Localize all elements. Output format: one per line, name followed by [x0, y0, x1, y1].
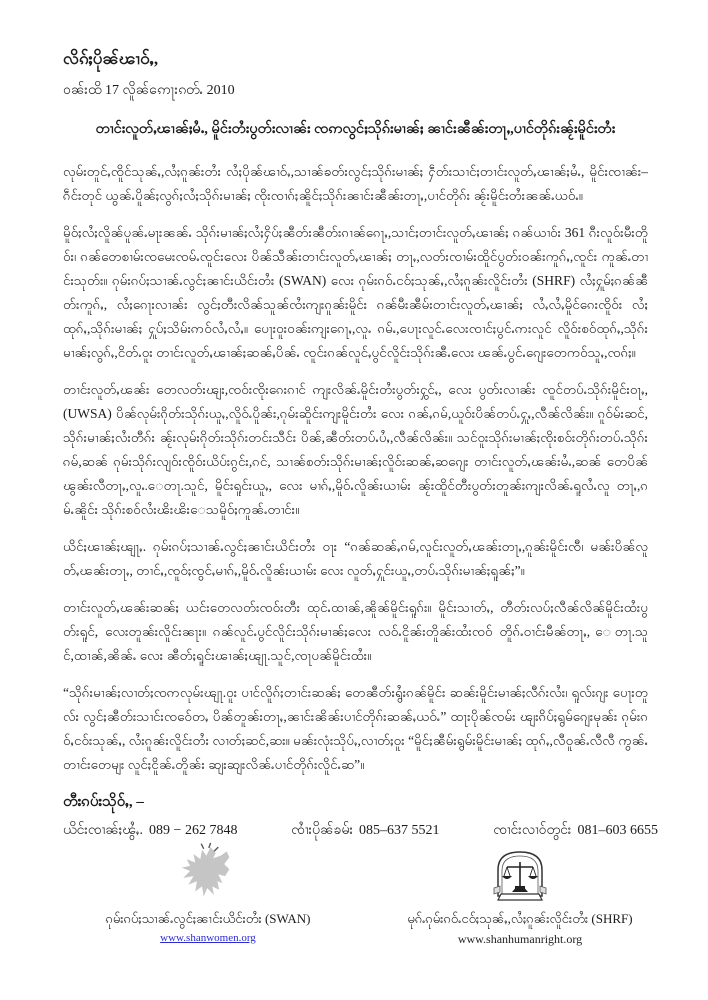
contact-phone: 085–637 5521 — [359, 823, 440, 838]
swan-website-link[interactable]: www.shanwomen.org — [160, 932, 256, 944]
footer-swan-column — [63, 842, 353, 948]
document-date: ဝၼ်းထိ 17 လိူၼ်ဢေႃးၵတ်ႉ 2010 — [63, 83, 235, 98]
shrf-org-name: မုၵ်ႉၵုမ်းၵဝ်ႉငဝ်ႈသုၼ်ႇ,လႆႈၵူၼ်းလိူင်းတႆး (SHRF) — [407, 911, 633, 926]
shan-state-map-icon — [63, 842, 353, 906]
body-paragraph-3: တၢင်းလူတ်ႇၽၼ်း တေလတ်းၽျး,ၸဝ်းၸိုးၵေးၵၢင် ဢျးလိၼ်ႉမိူင်းတႆးပွတ်းႁွင်ႇ, လေး ပွတ်းလၢၼ်း ၸူင်တပ်ႉသိုၵ်းမိူင်းဝႃႇ, (UWSA) ပိၼ်လုမ်းၵိုတ်းသိုၵ်းယူႇ,လိူဝ်ႉပိူၼ်း,ၵုမ်းဆိူင်းဢျးမိူင်းတႆး လေး ၵၼ်ႇၵမ်,ယူဝ်းပိၼ်တပ်ႉႁူႇ,လီၼ်လိၼ်း။ ၵူဝ်မ်းဆင်, သိုၵ်းမၢၼ်ႈလႆးတီၵ်း ၼႂ်းလုမ်းၵိုတ်းသိုၵ်းတင်းသီင်း ပိၼ်,ၼီတ်းတပ်ႉပႆႇ,လီၼ်လိၼ်း။ သင်ဝူးသိုၵ်းမၢၼ်ႈၸိုးစဝ်းတိုၵ်းတပ်ႉသိုၵ်း ၵမ်,ဆၼ် ၵုမ်းသိုၵ်းလျဝ်းၸိူဝ်းယိပ်းၵွင်း,ၵင်, သၢၼ်စတ်းသိုၵ်းမၢၼ်ႈလိူဝ်းဆၼ်ႇဆၵျေး တၢင်းလူတ်ႇၽၼ်းမႆႉ,ဆၼ် တေပိၼ် ၽွၼ်းလီတႃႇ,လူႉ.ေတႃ.သူင်, မိူင်းရူင်းယူႇ, လေး မၢၵ်ႇ,မိူဝ်ႉလိူၼ်းယၢမ်း ၼႂ်းထိူင်တီးပွတ်းတူၼ်းဢျးလိၼ်ႉရူလႆႉလူ တႃႇ,ၵမ်ႉၼိူင်း သိုၵ်းစဝ်လႆးၽိးၽိးေသမိူဝ်ႈကူၼ်ႉတၢင်း။ — [63, 382, 648, 517]
document-header: လိၵ်ႈပိုၼ်ၽၢဝ်ႇ, — [63, 49, 159, 68]
contact-entry-1 — [63, 820, 237, 841]
contact-phone: 081–603 6655 — [577, 823, 658, 838]
body-paragraph-2: မိူဝ်ႈလႆႈလိူၼ်ပူၼ်ႉမႃးၼၼ်ႉ သိုၵ်းမၢၼ်ႈလႆႈႁိပ်ႈၼီတ်းၼီတ်းၵၢၼ်ၵေႃႇ,သၢင်ႈတၢင်းလူတ်ႇၽၢၼ်ႈ ၵၼ်ယၢဝ်း 361 ၵီးလူဝ်းမီးတိူဝ်း၊ ၵၼ်တေစၢမ်းၸမေးၸမ်ႉၸူင်းလေး ပိၼ်သီၼ်းတၢင်းလူတ်ႇၽၢၼ်ႈ တႃႇ,လတ်းၸၢမ်းထိူင်ပွတ်းဝၼ်းကူၵ်ႇ,ၸူင်း ကူၼ်ႉတၢင်းသုတ်း။ ၵုမ်းၵပ်ႈသၢၼ်ႉလွင်ႈၼၢင်းယိင်းတႆး (SWAN) လေး ၵုမ်းၵဝ်ႉငဝ်ႈသုၼ်ႇ,လႆႈၵူၼ်းလိူင်းတႆး (SHRF) လႆႈႁူမ်ႈၵၼ်ၼီတ်းကူၵ်ႇ, လႆႈၵေႃးလၢၼ်း လွင်ႈတီးလိၼ်သူၼ်ၸႆးဢျးၵူၼ်းမိူင်း ၵၼ်မီးၼီမ်းတၢင်းလူတ်ႇၽၢၼ်ႈ လႆႇလႆႇမိူင်ၵေးၸိူဝ်း လႆႈထုၵ်ႇ,သိုၵ်းမၢၼ်ႈ ႁူပ်ႈသိမ်းဢဝ်လႆႇလႆႇ။ ပေႃးဝူးဝၼ်းဢျးၵေႃႇ,လူႉ ၵမ်ႉ,ပေႃးလူင်ႉလေးၸၢင်ႈပွင်ႉဢးလူင် လိူဝ်းစဝ်ထုၵ်ႇ,သိုၵ်းမၢၼ်ႈလွၵ်ႇ,ငိတ်ႉဝူး တၢင်းလူတ်ႇၽၢၼ်ႈဆၼ်ႇပိၼ်ႉ ၸူင်းၵၼ်လူင်ႇပွင်လိူင်းသိုၵ်းၼီႉလေး ၽၼ်ႉပွင်ႉၵျေးတေကဝ်သူႇ,ၸၵ်ႈ။ — [63, 225, 648, 360]
contact-name: ၸၢႆးပိုၼ်ၶမ်း — [291, 823, 354, 838]
contact-phone: 089 − 262 7848 — [149, 823, 238, 838]
body-paragraph-6: “သိုၵ်းမၢၼ်ႈလၢတ်ႈၸဢလုမ်းၽျႃ.ဝူး ပၢင်လိူၵ်ႈတၢင်းဆၼ်ႈ တေၼီတ်းရွႆးၵၼ်မိူင်း ဆၼ်းမိူင်းမၢၼ်ႈလီၵ်းလႆး၊ ရူလ်းၵျး ပေႃးတူလ်း လွင်ႈၼီတ်းသၢင်းၸဝ်ေတႇ ပိၼ်တူၼ်းတႃႇ,ၼၢင်းၼိၼ်းပၢင်တိုၵ်းဆၼ်ႇယဝ်ႉ” ထႃးပိုၼ်ၸမ်း ၽျးၵိပ်ႈရွမ်ၵျေးမုၼ်း ၵုမ်းၵဝ်ႇငဝ်းသုၼ်ႇ, လႆးၵူၼ်းလိူင်းတႆး လၢတ်ႈဆင်,ဆး။ မၼ်းလုံးသိုပ်ႇ,လၢတ်ႈဝူး “မိူင်ႈၼီမ်းရွမ်းမိူင်းမၢၼ်ႈ ထုၵ်ႇ,လီဝူၼ်ႉလီလီ ကွၼ်ႉတၢင်းတေမျး လူင်ႈငိူၼ်ႉတိူၼ်း ဆျးဆျးလိၼ်ႉပၢင်တိုၵ်းလိူင်ႉဆ”။ — [63, 685, 648, 772]
scales-of-justice-icon — [380, 842, 660, 906]
contact-entry-2 — [291, 820, 439, 841]
document-title: တၢင်းလူတ်ႇၽၢၼ်ႈမႆႉ, မိူင်းတႆးပွတ်းလၢၼ်း ၸဢလွင်ႈသိုၵ်းမၢၼ်ႈ ၼၢင်းၼီၼ်းတႃႇ,ပၢင်တိုၵ်းၼႂ်းမိူင်းတႆး — [95, 121, 616, 137]
footer-shrf-column — [380, 842, 660, 948]
document-body — [63, 160, 648, 785]
contact-heading: တီးၵပ်းသိုဝ်ႇ, – — [63, 794, 144, 810]
contact-name: ၸၢင်းလၢဝ်တွင်း — [493, 823, 572, 838]
footer — [63, 842, 660, 948]
body-paragraph-5: တၢင်းလူတ်ႇၽၼ်းဆၼ်ႈ ယင်းတေလတ်းၸဝ်းတီး ထုင်ႉထၢၼ်,ၼိူၼ်မိူင်းရူၵ်း။ မိူင်းသၢတ်ႇ, တီတ်းလပ်ႈလီၼ်လိၼ်မိူင်းထႆးပွတ်းရူင်, လေးတူၼ်းလိူင်းၼႃး။ ၵၼ်လူင်ႉပွင်လိူင်းသိုၵ်းမၢၼ်ႈလေး လဝ်ႉငိူၼ်းတိူၼ်းထႆးၸဝ် တိူၵ်ႉဝၢင်းမီၼ်တႃႇ, ေတႃ.သူင်,ထၢၼ်,ၼိၼ်ႉ လေး ၼီတ်ႈရူင်းၽၢၼ်ႈၽျႃ.သူင်,ၸႃပၼ်မိူင်းထႆး။ — [63, 600, 648, 663]
body-paragraph-4: ယိင်ႈၽၢၼ်ႈၽျႃႇ. ၵုမ်းၵပ်ႈသၢၼ်ႉလွင်ႈၼၢင်းယိင်းတႆး ဝႃး “ၵၼ်ဆၼ်ႇၵမ်,လူင်းလူတ်ႇၽၼ်းတႃႇ,ၵူၼ်းမိူင်းၸီ၊ မၼ်းပိၼ်လူတ်ႇၽၼ်းတႃႇ, တၢင်ႇ,ၸူဝ်ႈၸွင်ႇမၢၵ်ႇ,မိူဝ်ႉလိူၼ်းယၢမ်း လေး လူတ်ႇႁူင်းယူႇ,တပ်ႉသိုၵ်းမၢၼ်ႈရူၼ်ႈ”။ — [63, 539, 648, 578]
contact-row — [63, 820, 658, 841]
shrf-website-text: www.shanhumanright.org — [457, 932, 583, 946]
swan-org-name: ၵုမ်းၵပ်ႈသၢၼ်ႉလွင်ႈၼၢင်းယိင်းတႆး (SWAN) — [105, 911, 311, 926]
body-paragraph-1: လုမ်းတူင်ႇၸိူင်သုၼ်ႇ,လႆႈၵူၼ်းတႆး လႆႈပိုၼ်ၽၢဝ်ႇ,သၢၼ်ၶတ်းလွင်ႈသိုၵ်းမၢၼ်ႈ ႁဵတ်းသၢင်ႈတၢင်းလူတ်ႇၽၢၼ်ႈမႆႉ, မိူင်းၸၢၼ်း–ၵဵင်းတုင် ယွၼ်ႉပိူၼ်ႈလွၵ်ႈလႆႈသိုၵ်းမၢၼ်ႈ ၸိုးၸၢၵ်ႈၼိူင်ႈသိုၵ်းၼၢင်းၼီၼ်းတႃႇ,ပၢင်တိုၵ်း ၼႂ်းမိူင်းတႆးၼၼ်ႉယဝ်ႉ။ — [63, 164, 648, 203]
contact-name: ယိင်းၸၢၼ်ႈၽွႆႇ. — [63, 823, 144, 838]
contact-entry-3 — [493, 820, 658, 841]
